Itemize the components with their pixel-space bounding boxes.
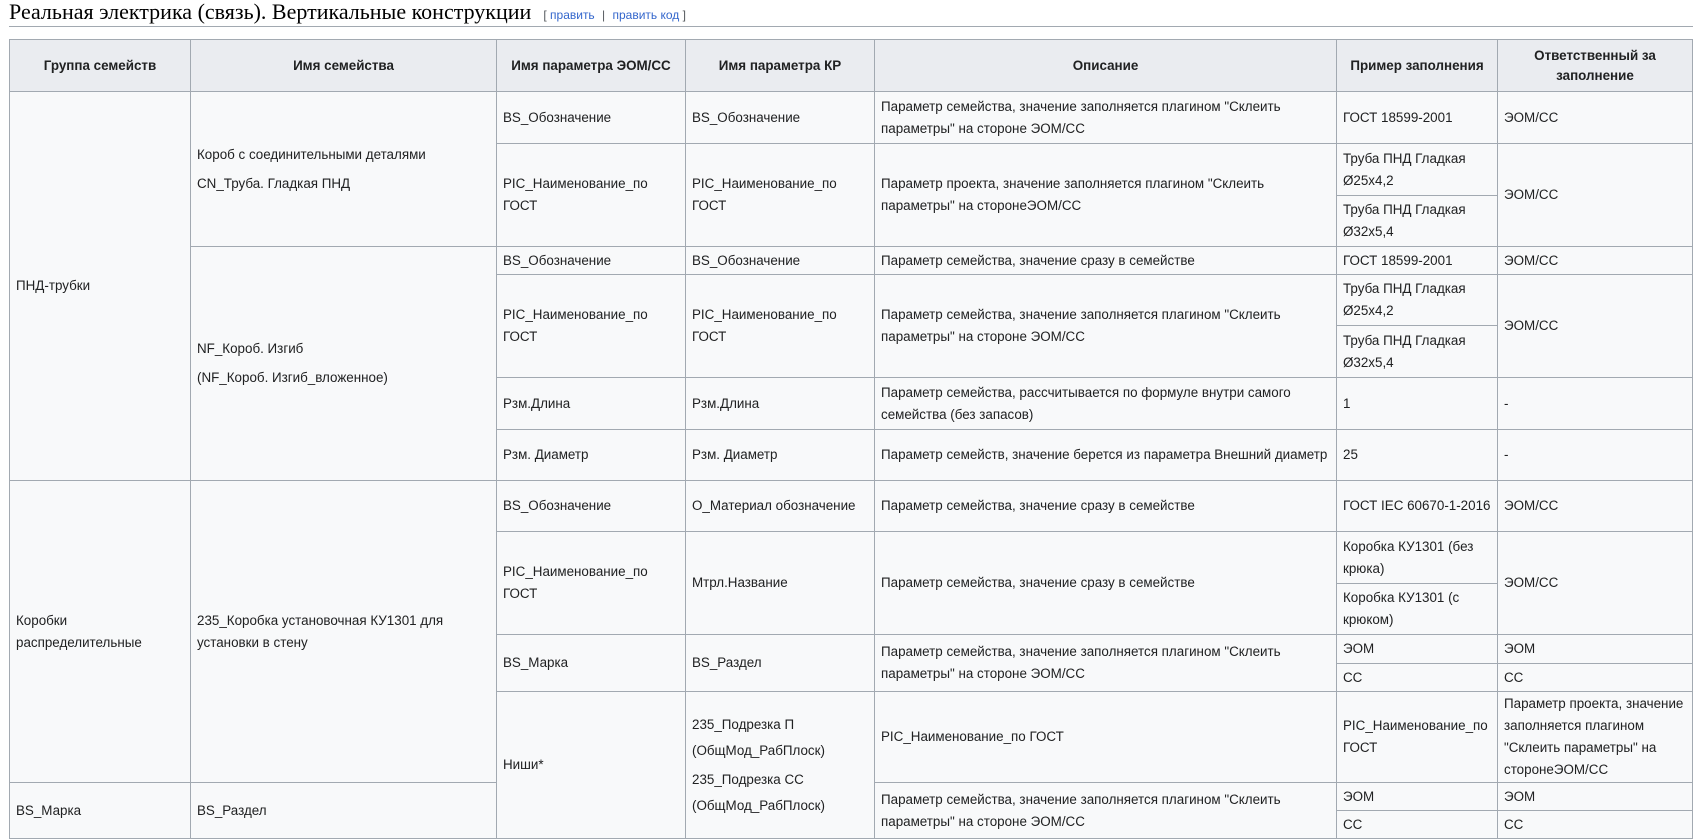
responsible-cell: ЭОМ (1498, 783, 1693, 811)
responsible-cell: - (1498, 430, 1693, 481)
param-kr-cell: BS_Раздел (191, 783, 497, 839)
description-cell: Параметр семейства, значение заполняется плагином "Склеить параметры" на стороне ЭОМ/СС (875, 635, 1337, 692)
example-cell: Коробка КУ1301 (с крюком) (1337, 584, 1498, 635)
param-kr-cell: PIC_Наименование_по ГОСТ (686, 144, 875, 247)
param-kr-cell: PIC_Наименование_по ГОСТ (686, 275, 875, 378)
family-name: (NF_Короб. Изгиб_вложенное) (197, 370, 388, 385)
col-header-param-kr: Имя параметра КР (686, 40, 875, 92)
table-row (10, 92, 1693, 144)
responsible-cell: ЭОМ/СС (1498, 481, 1693, 532)
group-cell: Коробки распределительные (10, 481, 191, 783)
parameters-table (9, 39, 1693, 839)
responsible-cell: ЭОМ/СС (1498, 144, 1693, 247)
responsible-cell: СС (1498, 664, 1693, 692)
family-cell (191, 92, 497, 247)
param-kr-cell: BS_Обозначение (686, 92, 875, 144)
description-cell: Параметр семейств, значение берется из параметра Внешний диаметр (875, 430, 1337, 481)
example-cell: 25 (1337, 430, 1498, 481)
param-kr-cell: BS_Обозначение (686, 247, 875, 275)
responsible-cell: - (1498, 378, 1693, 430)
col-header-responsible: Ответственный за заполнение (1498, 40, 1693, 92)
group-cell: ПНД-трубки (10, 92, 191, 481)
description-cell: Параметр проекта, значение заполняется плагином "Склеить параметры" на сторонеЭОМ/СС (1498, 692, 1693, 783)
description-cell: Параметр семейства, рассчитывается по формуле внутри самого семейства (без запасов) (875, 378, 1337, 430)
example-cell: 1 (1337, 378, 1498, 430)
table-row (10, 481, 1693, 532)
edit-section-links (543, 8, 686, 26)
example-cell: ГОСТ IEC 60670-1-2016 (1337, 481, 1498, 532)
param-kr-cell: Рзм. Диаметр (686, 430, 875, 481)
example-cell: ЭОМ (1337, 635, 1498, 664)
description-cell: Параметр семейства, значение сразу в семействе (875, 481, 1337, 532)
param-eom-cell: Рзм. Диаметр (497, 430, 686, 481)
param-kr-cell: BS_Раздел (686, 635, 875, 692)
edit-separator: | (602, 8, 606, 22)
param-eom-cell: Рзм.Длина (497, 378, 686, 430)
param-eom-cell: BS_Обозначение (497, 92, 686, 144)
family-cell (686, 692, 875, 839)
section-heading (9, 0, 1693, 27)
col-header-example: Пример заполнения (1337, 40, 1498, 92)
col-header-family: Имя семейства (191, 40, 497, 92)
responsible-cell: ЭОМ/СС (1498, 275, 1693, 378)
responsible-cell: ЭОМ/СС (1498, 92, 1693, 144)
param-eom-cell: PIC_Наименование_по ГОСТ (497, 532, 686, 635)
param-eom-cell: PIC_Наименование_по ГОСТ (875, 692, 1337, 783)
example-cell: СС (1337, 811, 1498, 839)
description-cell: Параметр проекта, значение заполняется плагином "Склеить параметры" на сторонеЭОМ/СС (875, 144, 1337, 247)
family-cell: 235_Коробка установочная КУ1301 для установки в стену (191, 481, 497, 783)
param-kr-cell: Рзм.Длина (686, 378, 875, 430)
responsible-cell: ЭОМ/СС (1498, 532, 1693, 635)
edit-bracket-close: ] (682, 8, 686, 22)
example-cell: СС (1337, 664, 1498, 692)
group-cell: Ниши* (497, 692, 686, 839)
description-cell: Параметр семейства, значение сразу в семействе (875, 247, 1337, 275)
col-header-group: Группа семейств (10, 40, 191, 92)
col-header-description: Описание (875, 40, 1337, 92)
example-cell: Труба ПНД Гладкая Ø32х5,4 (1337, 326, 1498, 378)
edit-link[interactable]: править (550, 8, 595, 22)
example-cell: Труба ПНД Гладкая Ø32х5,4 (1337, 196, 1498, 247)
example-cell: Коробка КУ1301 (без крюка) (1337, 532, 1498, 584)
family-name: 235_Подрезка П (ОбщМод_РабПлоск) (692, 716, 825, 758)
description-cell: Параметр семейства, значение сразу в семействе (875, 532, 1337, 635)
param-eom-cell: BS_Марка (10, 783, 191, 839)
example-cell: ГОСТ 18599-2001 (1337, 92, 1498, 144)
description-cell: Параметр семейства, значение заполняется плагином "Склеить параметры" на стороне ЭОМ/СС (875, 783, 1337, 839)
col-header-param-eom: Имя параметра ЭОМ/СС (497, 40, 686, 92)
responsible-cell: СС (1498, 811, 1693, 839)
responsible-cell: ЭОМ (1498, 635, 1693, 664)
param-kr-cell: PIC_Наименование_по ГОСТ (1337, 692, 1498, 783)
family-name: NF_Короб. Изгиб (197, 341, 304, 356)
responsible-cell: ЭОМ/СС (1498, 247, 1693, 275)
example-cell: ЭОМ (1337, 783, 1498, 811)
example-cell: ГОСТ 18599-2001 (1337, 247, 1498, 275)
edit-bracket-open: [ (543, 8, 547, 22)
edit-source-link[interactable]: править код (612, 8, 680, 22)
family-cell (191, 247, 497, 481)
param-kr-cell: Мтрл.Название (686, 532, 875, 635)
param-eom-cell: BS_Обозначение (497, 481, 686, 532)
example-cell: Труба ПНД Гладкая Ø25х4,2 (1337, 275, 1498, 326)
param-kr-cell: О_Материал обозначение (686, 481, 875, 532)
section-title: Реальная электрика (связь). Вертикальные конструкции (9, 0, 532, 24)
param-eom-cell: PIC_Наименование_по ГОСТ (497, 144, 686, 247)
description-cell: Параметр семейства, значение заполняется плагином "Склеить параметры" на стороне ЭОМ/СС (875, 275, 1337, 378)
param-eom-cell: PIC_Наименование_по ГОСТ (497, 275, 686, 378)
description-cell: Параметр семейства, значение заполняется плагином "Склеить параметры" на стороне ЭОМ/СС (875, 92, 1337, 144)
param-eom-cell: BS_Обозначение (497, 247, 686, 275)
family-name: CN_Труба. Гладкая ПНД (197, 175, 351, 191)
family-name: 235_Подрезка СС (ОбщМод_РабПлоск) (692, 771, 825, 813)
example-cell: Труба ПНД Гладкая Ø25х4,2 (1337, 144, 1498, 196)
header-row (10, 40, 1693, 92)
family-name: Короб с соединительными деталями (197, 146, 426, 162)
table-row (10, 247, 1693, 275)
param-eom-cell: BS_Марка (497, 635, 686, 692)
